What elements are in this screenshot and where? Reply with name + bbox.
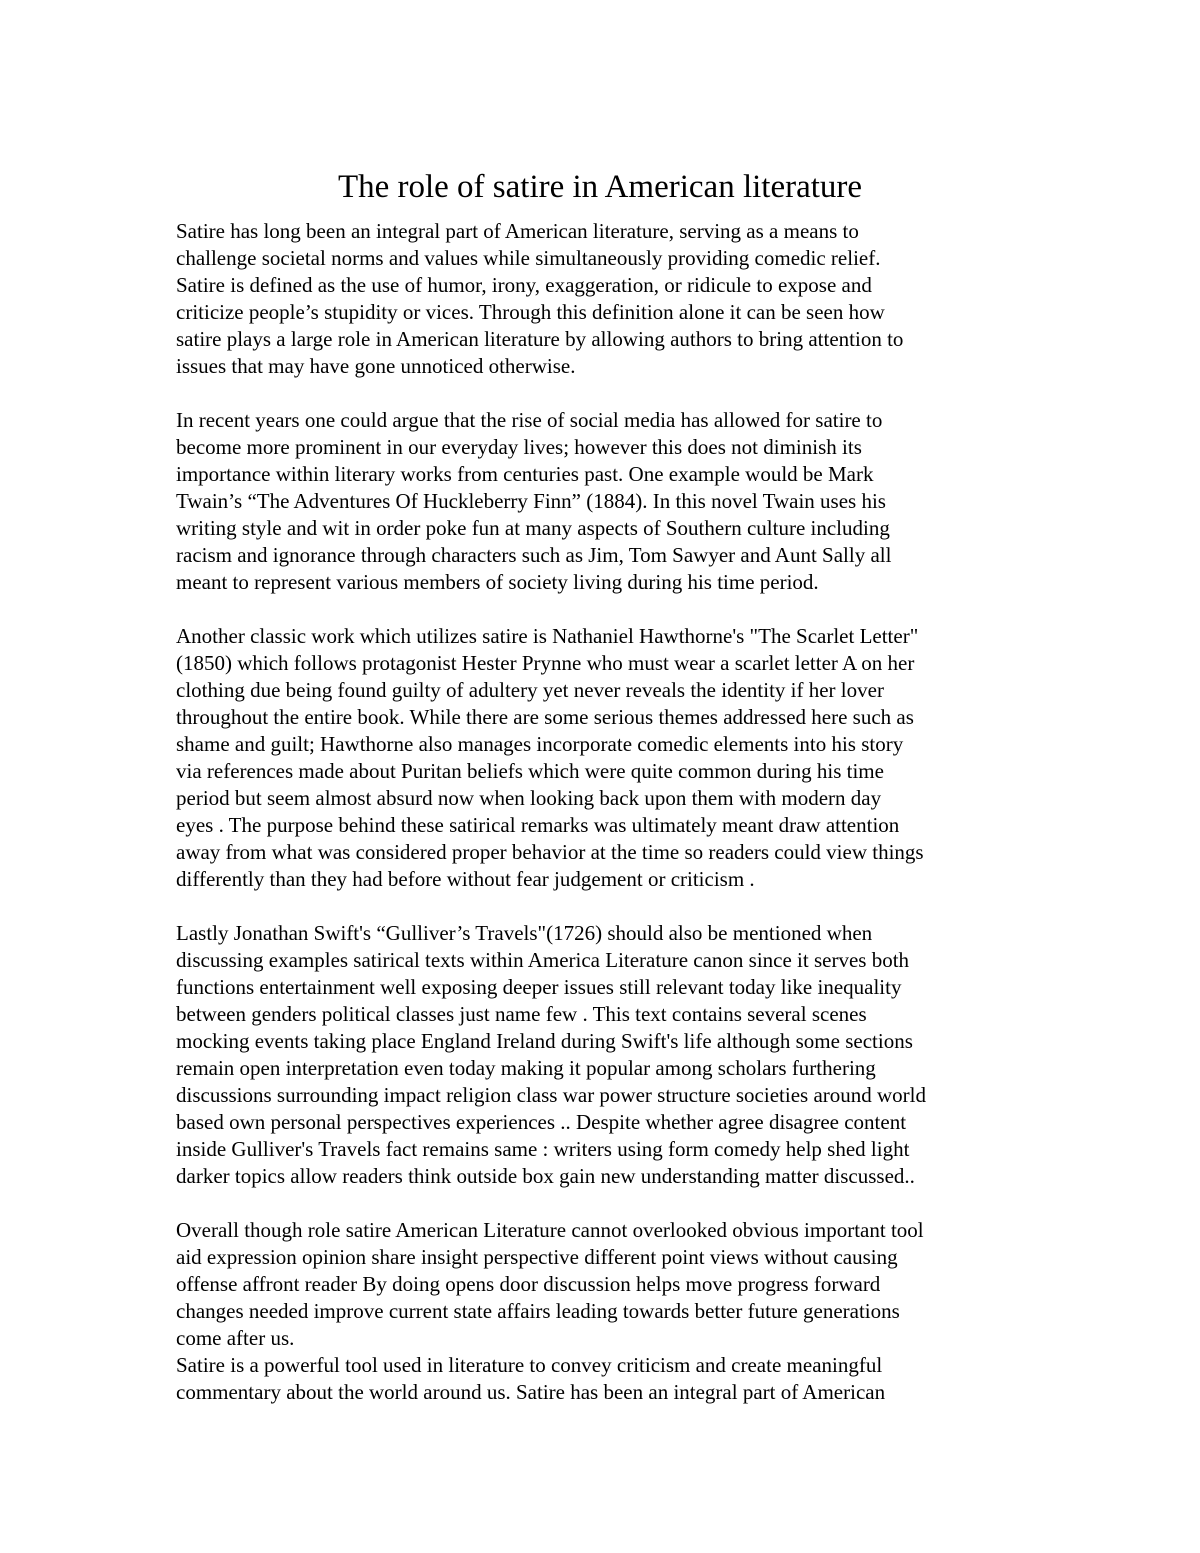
paragraph: [176, 1217, 1056, 1406]
text-line: mocking events taking place England Ireland during Swift's life although some sections: [176, 1029, 913, 1053]
document-body: [176, 218, 1056, 1406]
text-line: become more prominent in our everyday lives; however this does not diminish its: [176, 435, 862, 459]
text-line: Another classic work which utilizes satire is Nathaniel Hawthorne's "The Scarlet Letter": [176, 624, 919, 648]
text-line: commentary about the world around us. Satire has been an integral part of American: [176, 1380, 886, 1404]
text-line: aid expression opinion share insight perspective different point views without causing: [176, 1245, 898, 1269]
text-line: (1850) which follows protagonist Hester Prynne who must wear a scarlet letter A on her: [176, 651, 915, 675]
paragraph: [176, 407, 1056, 596]
text-line: satire plays a large role in American literature by allowing authors to bring attention to: [176, 327, 904, 351]
text-line: Satire is a powerful tool used in literature to convey criticism and create meaningful: [176, 1353, 883, 1377]
paragraph-spacer: [176, 1190, 1056, 1217]
text-line: discussions surrounding impact religion class war power structure societies around world: [176, 1083, 927, 1107]
text-line: Satire is defined as the use of humor, irony, exaggeration, or ridicule to expose and: [176, 273, 872, 297]
paragraph-spacer: [176, 893, 1056, 920]
text-line: between genders political classes just name few . This text contains several scenes: [176, 1002, 867, 1026]
text-line: clothing due being found guilty of adultery yet never reveals the identity if her lover: [176, 678, 884, 702]
text-line: remain open interpretation even today making it popular among scholars furthering: [176, 1056, 876, 1080]
text-line: via references made about Puritan beliefs which were quite common during his time: [176, 759, 884, 783]
paragraph: [176, 218, 1056, 380]
text-line: differently than they had before without fear judgement or criticism .: [176, 867, 755, 891]
text-line: darker topics allow readers think outside box gain new understanding matter discussed..: [176, 1164, 915, 1188]
text-line: inside Gulliver's Travels fact remains same : writers using form comedy help shed light: [176, 1137, 910, 1161]
text-line: In recent years one could argue that the rise of social media has allowed for satire to: [176, 408, 883, 432]
text-line: shame and guilt; Hawthorne also manages incorporate comedic elements into his story: [176, 732, 904, 756]
paragraph-spacer: [176, 380, 1056, 407]
text-line: come after us.: [176, 1326, 295, 1350]
text-line: throughout the entire book. While there are some serious themes addressed here such as: [176, 705, 914, 729]
text-line: challenge societal norms and values while simultaneously providing comedic relief.: [176, 246, 881, 270]
text-line: Overall though role satire American Literature cannot overlooked obvious important tool: [176, 1218, 924, 1242]
text-line: based own personal perspectives experiences .. Despite whether agree disagree content: [176, 1110, 907, 1134]
text-line: meant to represent various members of society living during his time period.: [176, 570, 819, 594]
text-line: discussing examples satirical texts within America Literature canon since it serves both: [176, 948, 910, 972]
text-line: away from what was considered proper behavior at the time so readers could view things: [176, 840, 924, 864]
text-line: functions entertainment well exposing deeper issues still relevant today like inequality: [176, 975, 902, 999]
paragraph-spacer: [176, 596, 1056, 623]
text-line: Satire has long been an integral part of American literature, serving as a means to: [176, 219, 859, 243]
text-line: importance within literary works from centuries past. One example would be Mark: [176, 462, 874, 486]
paragraph: [176, 920, 1056, 1190]
text-line: changes needed improve current state affairs leading towards better future generations: [176, 1299, 900, 1323]
text-line: Twain’s “The Adventures Of Huckleberry Finn” (1884). In this novel Twain uses his: [176, 489, 886, 513]
text-line: criticize people’s stupidity or vices. Through this definition alone it can be seen how: [176, 300, 885, 324]
text-line: writing style and wit in order poke fun at many aspects of Southern culture including: [176, 516, 890, 540]
text-line: issues that may have gone unnoticed otherwise.: [176, 354, 576, 378]
text-line: eyes . The purpose behind these satirical remarks was ultimately meant draw attention: [176, 813, 900, 837]
document-title: The role of satire in American literature: [337, 169, 863, 205]
text-line: offense affront reader By doing opens door discussion helps move progress forward: [176, 1272, 881, 1296]
text-line: racism and ignorance through characters such as Jim, Tom Sawyer and Aunt Sally all: [176, 543, 892, 567]
paragraph: [176, 623, 1056, 893]
text-line: Lastly Jonathan Swift's “Gulliver’s Travels"(1726) should also be mentioned when: [176, 921, 873, 945]
text-line: period but seem almost absurd now when looking back upon them with modern day: [176, 786, 882, 810]
